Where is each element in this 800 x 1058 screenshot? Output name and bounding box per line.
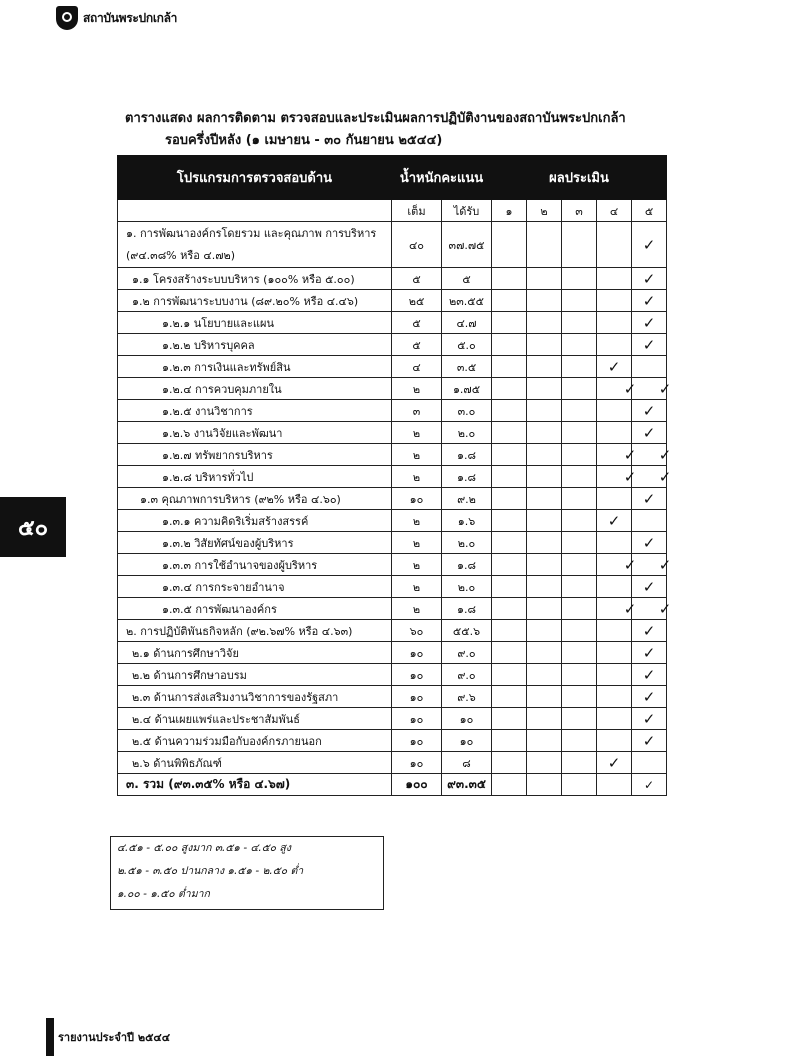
check-icon: ✓: [623, 467, 637, 486]
level-cell-3: [562, 620, 597, 642]
level-cell-2: [527, 400, 562, 422]
row-full-score: ๒: [392, 466, 442, 488]
row-full-score: ๑๐๐: [392, 774, 442, 796]
level-cell-1: [492, 774, 527, 796]
level-cell-5: [632, 488, 667, 510]
row-full-score: ๑๐: [392, 664, 442, 686]
table-row: [118, 576, 667, 598]
level-cell-1: [492, 686, 527, 708]
level-cell-3: [562, 356, 597, 378]
level-cell-3: [562, 510, 597, 532]
row-full-score: ๒: [392, 510, 442, 532]
row-full-score: ๕: [392, 268, 442, 290]
level-cell-1: [492, 576, 527, 598]
check-icon: ✓: [642, 401, 656, 420]
subheader-level-4: ๔: [597, 200, 632, 222]
level-cell-5: [632, 290, 667, 312]
level-cell-2: [527, 686, 562, 708]
level-cell-5: [632, 664, 667, 686]
title-line-2: รอบครึ่งปีหลัง (๑ เมษายน - ๓๐ กันยายน ๒๕๔๔): [165, 133, 443, 148]
level-cell-4: [597, 620, 632, 642]
level-cell-4: [597, 752, 632, 774]
level-cell-4: [597, 554, 637, 576]
row-full-score: ๑๐: [392, 730, 442, 752]
level-cell-5: [632, 576, 667, 598]
level-cell-4: [597, 334, 632, 356]
check-icon: ✓: [642, 533, 656, 552]
subheader-blank: [118, 200, 392, 222]
level-cell-2: [527, 422, 562, 444]
legend-line-1: ๔.๕๑ - ๕.๐๐ สูงมาก ๓.๕๑ - ๔.๕๐ สูง: [117, 842, 291, 854]
table-row: [118, 598, 667, 620]
level-cell-2: [527, 730, 562, 752]
table-row: [118, 686, 667, 708]
level-cell-4: [597, 730, 632, 752]
level-cell-3: [562, 664, 597, 686]
level-cell-5: [632, 444, 672, 466]
check-icon: ✓: [642, 621, 656, 640]
row-full-score: ๒: [392, 444, 442, 466]
level-cell-5: [632, 708, 667, 730]
row-label: ๑.๓.๓ การใช้อำนาจของผู้บริหาร: [118, 554, 392, 576]
level-cell-2: [527, 642, 562, 664]
level-cell-2: [527, 620, 562, 642]
level-cell-1: [492, 664, 527, 686]
level-cell-5: [632, 334, 667, 356]
table-body: [118, 222, 672, 796]
level-cell-5: [632, 620, 667, 642]
row-label: ๓. รวม (๙๓.๓๕% หรือ ๔.๖๗): [118, 774, 392, 796]
check-icon: ✓: [658, 599, 672, 618]
level-cell-2: [527, 576, 562, 598]
row-label: ๑.๒.๗ ทรัพยากรบริหาร: [118, 444, 392, 466]
level-cell-5: [632, 312, 667, 334]
table-row: [118, 554, 667, 576]
row-received-score: ๙.๖: [442, 686, 492, 708]
level-cell-1: [492, 532, 527, 554]
check-icon: ✓: [642, 235, 656, 254]
table-row: [118, 444, 667, 466]
table-row: [118, 642, 667, 664]
row-received-score: ๑๐: [442, 730, 492, 752]
row-received-score: ๑.๖: [442, 510, 492, 532]
level-cell-2: [527, 752, 562, 774]
table-row: [118, 334, 667, 356]
check-icon: ✓: [623, 555, 637, 574]
row-full-score: ๓: [392, 400, 442, 422]
page-title: [125, 108, 725, 152]
row-received-score: ๓.๐: [442, 400, 492, 422]
level-cell-1: [492, 400, 527, 422]
check-icon: ✓: [642, 313, 656, 332]
level-cell-2: [527, 466, 562, 488]
footer: [46, 1018, 170, 1056]
level-cell-4: [597, 466, 637, 488]
row-received-score: ๒.๐: [442, 532, 492, 554]
table-row: [118, 378, 667, 400]
check-icon: ✓: [658, 445, 672, 464]
institute-logo: [56, 6, 177, 30]
row-full-score: ๑๐: [392, 708, 442, 730]
footer-bar: [46, 1018, 54, 1056]
level-cell-4: [597, 488, 632, 510]
row-label: ๒.๖ ด้านพิพิธภัณฑ์: [118, 752, 392, 774]
level-cell-1: [492, 356, 527, 378]
legend-line-2: ๒.๕๑ - ๓.๕๐ ปานกลาง ๑.๕๑ - ๒.๕๐ ต่ำ: [117, 865, 304, 877]
level-cell-3: [562, 222, 597, 268]
level-cell-2: [527, 334, 562, 356]
check-icon: ✓: [623, 445, 637, 464]
level-cell-4: [597, 356, 632, 378]
check-icon: ✓: [642, 489, 656, 508]
row-full-score: ๒: [392, 532, 442, 554]
row-received-score: ๓๗.๗๕: [442, 222, 492, 268]
level-cell-3: [562, 752, 597, 774]
level-cell-2: [527, 268, 562, 290]
subheader-level-5: ๕: [632, 200, 667, 222]
row-received-score: ๒.๐: [442, 576, 492, 598]
row-received-score: ๑.๘: [442, 598, 492, 620]
row-full-score: ๒: [392, 598, 442, 620]
table-row: [118, 620, 667, 642]
row-label: ๑.๒.๑ นโยบายและแผน: [118, 312, 392, 334]
level-cell-5: [632, 554, 672, 576]
row-full-score: ๕: [392, 312, 442, 334]
row-label: ๒. การปฏิบัติพันธกิจหลัก (๙๒.๖๗% หรือ ๔.๖๓): [118, 620, 392, 642]
row-label: ๑.๒.๓ การเงินและทรัพย์สิน: [118, 356, 392, 378]
level-cell-4: [597, 290, 632, 312]
subheader-full: เต็ม: [392, 200, 442, 222]
level-cell-4: [597, 664, 632, 686]
row-label: ๑.๓.๕ การพัฒนาองค์กร: [118, 598, 392, 620]
row-received-score: ๙.๐: [442, 642, 492, 664]
level-cell-1: [492, 642, 527, 664]
check-icon: ✓: [642, 687, 656, 706]
score-legend: [110, 836, 384, 910]
table-row: [118, 488, 667, 510]
row-received-score: ๑.๗๕: [442, 378, 492, 400]
check-icon: ✓: [642, 577, 656, 596]
subheader-level-1: ๑: [492, 200, 527, 222]
row-received-score: ๙.๐: [442, 664, 492, 686]
row-label: ๑.๒.๔ การควบคุมภายใน: [118, 378, 392, 400]
row-full-score: ๒๕: [392, 290, 442, 312]
row-label: ๑.๒.๖ งานวิจัยและพัฒนา: [118, 422, 392, 444]
level-cell-4: [597, 268, 632, 290]
level-cell-2: [527, 356, 562, 378]
level-cell-5: [632, 730, 667, 752]
row-label: ๑.๒.๕ งานวิชาการ: [118, 400, 392, 422]
level-cell-5: [632, 268, 667, 290]
check-icon: ✓: [642, 335, 656, 354]
level-cell-3: [562, 554, 597, 576]
check-icon: ✓: [607, 357, 621, 376]
level-cell-1: [492, 312, 527, 334]
check-icon: ✓: [658, 379, 672, 398]
table-row: [118, 466, 667, 488]
check-icon: ✓: [642, 709, 656, 728]
row-full-score: ๒: [392, 378, 442, 400]
row-received-score: ๘: [442, 752, 492, 774]
row-label: ๑. การพัฒนาองค์กรโดยรวม และคุณภาพ การบริหาร (๙๔.๓๘% หรือ ๔.๗๒): [118, 222, 392, 268]
level-cell-3: [562, 686, 597, 708]
row-full-score: ๒: [392, 554, 442, 576]
row-label: ๒.๑ ด้านการศึกษาวิจัย: [118, 642, 392, 664]
crest-icon: [56, 6, 78, 30]
level-cell-1: [492, 334, 527, 356]
check-icon: ✓: [623, 599, 637, 618]
level-cell-3: [562, 466, 597, 488]
row-label: ๑.๒.๒ บริหารบุคคล: [118, 334, 392, 356]
row-received-score: ๕: [442, 268, 492, 290]
check-icon: ✓: [642, 731, 656, 750]
level-cell-4: [597, 510, 632, 532]
row-label: ๑.๒.๘ บริหารทั่วไป: [118, 466, 392, 488]
table-row: [118, 400, 667, 422]
level-cell-1: [492, 708, 527, 730]
check-icon: ✓: [642, 665, 656, 684]
level-cell-3: [562, 422, 597, 444]
footer-text: รายงานประจำปี ๒๕๔๔: [58, 1031, 171, 1044]
level-cell-1: [492, 444, 527, 466]
row-received-score: ๑.๘: [442, 466, 492, 488]
level-cell-5: [632, 356, 667, 378]
table-row: [118, 422, 667, 444]
level-cell-2: [527, 222, 562, 268]
level-cell-5: [632, 510, 667, 532]
level-cell-3: [562, 334, 597, 356]
level-cell-1: [492, 752, 527, 774]
table-row: [118, 664, 667, 686]
row-full-score: ๕: [392, 334, 442, 356]
level-cell-2: [527, 708, 562, 730]
check-icon: ✓: [658, 555, 672, 574]
header-program: โปรแกรมการตรวจสอบด้าน: [118, 156, 392, 200]
row-received-score: ๔.๗: [442, 312, 492, 334]
check-icon: ✓: [658, 467, 672, 486]
row-received-score: ๙๓.๓๕: [442, 774, 492, 796]
level-cell-2: [527, 664, 562, 686]
row-full-score: ๑๐: [392, 642, 442, 664]
check-icon: ✓: [623, 379, 637, 398]
check-icon: ✓: [607, 511, 621, 530]
level-cell-1: [492, 290, 527, 312]
level-cell-1: [492, 222, 527, 268]
row-label: ๒.๓ ด้านการส่งเสริมงานวิชาการของรัฐสภา: [118, 686, 392, 708]
level-cell-2: [527, 532, 562, 554]
table-row: [118, 510, 667, 532]
level-cell-1: [492, 730, 527, 752]
level-cell-4: [597, 400, 632, 422]
level-cell-2: [527, 510, 562, 532]
level-cell-1: [492, 378, 527, 400]
page-number: ๕๐: [0, 497, 66, 557]
level-cell-3: [562, 708, 597, 730]
row-label: ๑.๓.๔ การกระจายอำนาจ: [118, 576, 392, 598]
level-cell-4: [597, 576, 632, 598]
row-received-score: ๑๐: [442, 708, 492, 730]
level-cell-1: [492, 598, 527, 620]
level-cell-5: [632, 222, 667, 268]
row-received-score: ๕.๐: [442, 334, 492, 356]
level-cell-3: [562, 400, 597, 422]
row-received-score: ๙.๒: [442, 488, 492, 510]
row-label: ๒.๕ ด้านความร่วมมือกับองค์กรภายนอก: [118, 730, 392, 752]
row-received-score: ๒.๐: [442, 422, 492, 444]
level-cell-5: [632, 400, 667, 422]
row-full-score: ๖๐: [392, 620, 442, 642]
check-icon: ✓: [642, 643, 656, 662]
level-cell-1: [492, 510, 527, 532]
table-row: [118, 268, 667, 290]
level-cell-2: [527, 290, 562, 312]
row-received-score: ๑.๘: [442, 444, 492, 466]
level-cell-3: [562, 312, 597, 334]
level-cell-2: [527, 598, 562, 620]
table-row: [118, 730, 667, 752]
level-cell-1: [492, 488, 527, 510]
subheader-level-3: ๓: [562, 200, 597, 222]
level-cell-4: [597, 708, 632, 730]
row-full-score: ๒: [392, 576, 442, 598]
check-icon: ✓: [607, 753, 621, 772]
level-cell-5: [632, 774, 667, 796]
level-cell-1: [492, 620, 527, 642]
table-row: [118, 708, 667, 730]
row-full-score: ๒: [392, 422, 442, 444]
row-label: ๒.๒ ด้านการศึกษาอบรม: [118, 664, 392, 686]
row-label: ๑.๓.๑ ความคิดริเริ่มสร้างสรรค์: [118, 510, 392, 532]
level-cell-3: [562, 642, 597, 664]
check-icon: ✓: [643, 777, 655, 792]
level-cell-2: [527, 554, 562, 576]
header-weight: น้ำหนักคะแนน: [392, 156, 492, 200]
level-cell-1: [492, 422, 527, 444]
row-received-score: ๕๕.๖: [442, 620, 492, 642]
level-cell-5: [632, 378, 672, 400]
level-cell-3: [562, 774, 597, 796]
level-cell-5: [632, 422, 667, 444]
level-cell-4: [597, 222, 632, 268]
row-label: ๑.๓ คุณภาพการบริหาร (๙๒% หรือ ๔.๖๐): [118, 488, 392, 510]
table-row: [118, 290, 667, 312]
check-icon: ✓: [642, 269, 656, 288]
level-cell-5: [632, 532, 667, 554]
header-result: ผลประเมิน: [492, 156, 667, 200]
level-cell-5: [632, 642, 667, 664]
level-cell-3: [562, 532, 597, 554]
row-full-score: ๑๐: [392, 752, 442, 774]
check-icon: ✓: [642, 423, 656, 442]
level-cell-5: [632, 598, 672, 620]
level-cell-4: [597, 532, 632, 554]
level-cell-4: [597, 686, 632, 708]
evaluation-table: [117, 155, 672, 796]
level-cell-3: [562, 378, 597, 400]
level-cell-2: [527, 378, 562, 400]
level-cell-3: [562, 598, 597, 620]
subheader-level-2: ๒: [527, 200, 562, 222]
level-cell-1: [492, 554, 527, 576]
level-cell-1: [492, 466, 527, 488]
table-row: [118, 356, 667, 378]
row-received-score: ๓.๕: [442, 356, 492, 378]
legend-line-3: ๑.๐๐ - ๑.๕๐ ต่ำมาก: [117, 888, 210, 900]
title-line-1: ตารางแสดง ผลการติดตาม ตรวจสอบและประเมินผลการปฏิบัติงานของสถาบันพระปกเกล้า: [125, 111, 626, 126]
level-cell-2: [527, 312, 562, 334]
level-cell-4: [597, 774, 632, 796]
row-full-score: ๑๐: [392, 488, 442, 510]
check-icon: ✓: [642, 291, 656, 310]
level-cell-3: [562, 488, 597, 510]
row-label: ๑.๑ โครงสร้างระบบบริหาร (๑๐๐% หรือ ๕.๐๐): [118, 268, 392, 290]
level-cell-3: [562, 576, 597, 598]
level-cell-2: [527, 488, 562, 510]
subheader-got: ได้รับ: [442, 200, 492, 222]
level-cell-5: [632, 686, 667, 708]
level-cell-5: [632, 752, 667, 774]
table-row: [118, 312, 667, 334]
row-label: ๑.๒ การพัฒนาระบบงาน (๘๙.๒๐% หรือ ๔.๔๖): [118, 290, 392, 312]
level-cell-4: [597, 598, 637, 620]
level-cell-2: [527, 444, 562, 466]
table-row: [118, 532, 667, 554]
level-cell-4: [597, 642, 632, 664]
table-row: [118, 222, 667, 268]
row-label: ๒.๔ ด้านเผยแพร่และประชาสัมพันธ์: [118, 708, 392, 730]
row-full-score: ๑๐: [392, 686, 442, 708]
total-row: [118, 774, 667, 796]
level-cell-3: [562, 730, 597, 752]
level-cell-4: [597, 312, 632, 334]
level-cell-5: [632, 466, 672, 488]
row-label: ๑.๓.๒ วิสัยทัศน์ของผู้บริหาร: [118, 532, 392, 554]
table-row: [118, 752, 667, 774]
level-cell-4: [597, 444, 637, 466]
institute-name: สถาบันพระปกเกล้า: [83, 10, 178, 25]
row-full-score: ๔: [392, 356, 442, 378]
level-cell-4: [597, 422, 632, 444]
row-received-score: ๑.๘: [442, 554, 492, 576]
level-cell-3: [562, 268, 597, 290]
level-cell-2: [527, 774, 562, 796]
row-full-score: ๔๐: [392, 222, 442, 268]
level-cell-3: [562, 444, 597, 466]
row-received-score: ๒๓.๕๕: [442, 290, 492, 312]
level-cell-4: [597, 378, 637, 400]
level-cell-1: [492, 268, 527, 290]
level-cell-3: [562, 290, 597, 312]
